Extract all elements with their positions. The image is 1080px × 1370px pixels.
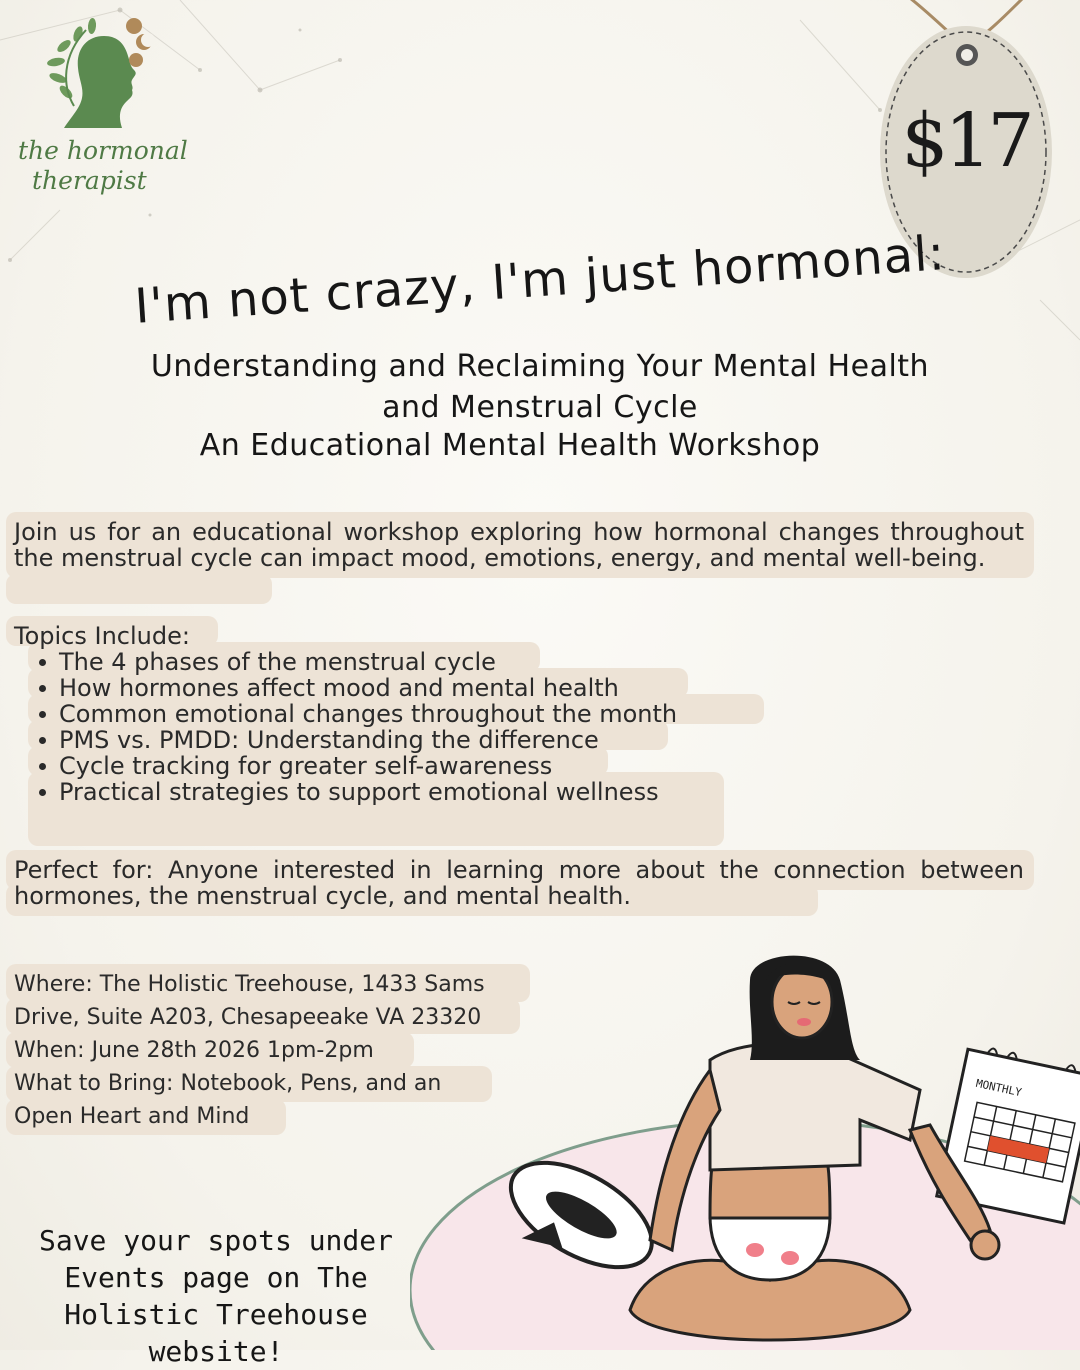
workshop-title: I'm not crazy, I'm just hormonal: bbox=[132, 225, 948, 335]
where-line2: Drive, Suite A203, Chesapeeake VA 23320 bbox=[14, 1005, 482, 1030]
list-item: Cycle tracking for greater self-awareness bbox=[36, 753, 677, 779]
subtitle-line1: Understanding and Reclaiming Your Mental Health bbox=[150, 349, 930, 384]
when-line: When: June 28th 2026 1pm-2pm bbox=[14, 1038, 374, 1063]
cta-line1: Save your spots under bbox=[38, 1224, 393, 1257]
topics-list bbox=[36, 649, 677, 805]
cta-line3: Holistic Treehouse website! bbox=[64, 1298, 368, 1368]
workshop-type: An Educational Mental Health Workshop bbox=[199, 428, 821, 463]
list-item: PMS vs. PMDD: Understanding the difference bbox=[36, 727, 677, 753]
highlight-block bbox=[6, 574, 272, 604]
list-item: Common emotional changes throughout the month bbox=[36, 701, 677, 727]
bring-line2: Open Heart and Mind bbox=[14, 1104, 250, 1129]
perfect-for-paragraph: Perfect for: Anyone interested in learning more about the connection between hormones, the menstrual cycle, and mental health. bbox=[14, 856, 1024, 910]
where-line1: Where: The Holistic Treehouse, 1433 Sams bbox=[14, 972, 485, 997]
calendar-label: MONTHLY bbox=[974, 1076, 1023, 1100]
topics-heading: Topics Include: bbox=[14, 622, 190, 650]
call-to-action bbox=[0, 1222, 432, 1370]
list-item: Practical strategies to support emotional wellness bbox=[36, 779, 677, 805]
workshop-subtitle bbox=[60, 346, 1020, 428]
price-label: $17 bbox=[901, 98, 1031, 184]
list-item: The 4 phases of the menstrual cycle bbox=[36, 649, 677, 675]
brand-logo bbox=[14, 16, 188, 206]
logo-text-line1: the hormonal bbox=[18, 136, 188, 165]
woman-profile-leaves-icon bbox=[34, 16, 164, 136]
meditating-woman-illustration bbox=[410, 940, 1080, 1350]
cta-line2: Events page on The bbox=[64, 1261, 368, 1294]
intro-paragraph: Join us for an educational workshop exploring how hormonal changes throughout the menstrual cycle can impact mood, emotions, energy, and mental well-being. bbox=[14, 518, 1024, 572]
subtitle-line2: and Menstrual Cycle bbox=[382, 390, 698, 425]
list-item: How hormones affect mood and mental health bbox=[36, 675, 677, 701]
bring-line1: What to Bring: Notebook, Pens, and an bbox=[14, 1071, 442, 1096]
logo-text-line2: therapist bbox=[32, 166, 147, 195]
